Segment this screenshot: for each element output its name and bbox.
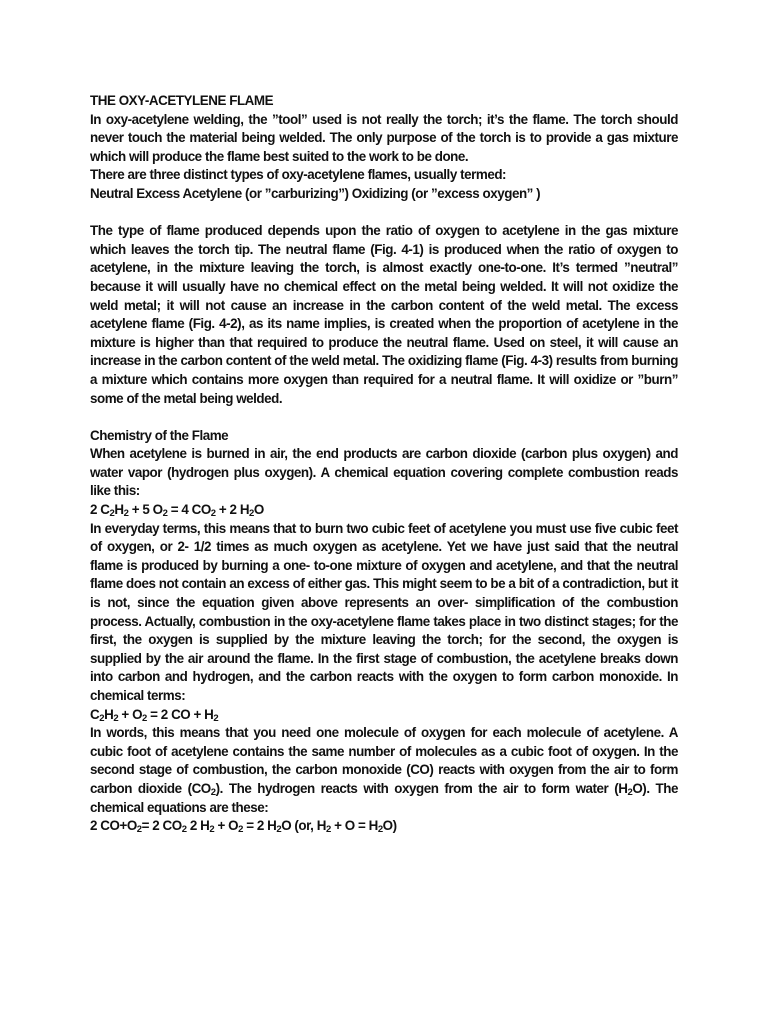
document-title: THE OXY-ACETYLENE FLAME <box>90 93 274 108</box>
document-page <box>90 92 678 836</box>
chemistry-heading: Chemistry of the Flame <box>90 427 229 443</box>
flame-types-intro: There are three distinct types of oxy-acetylene flames, usually termed: <box>90 167 507 183</box>
paragraph-gap <box>90 408 678 427</box>
intro-paragraph: In oxy-acetylene welding, the ”tool” used is not really the torch; it’s the flame. The torch should never touch the material being welded. The only purpose of the torch is to provide a gas mixture which will produce the flame best suited to the work to be done. <box>90 111 678 164</box>
flame-types-list: Neutral Excess Acetylene (or ”carburizing”) Oxidizing (or ”excess oxygen” ) <box>90 185 541 201</box>
combustion-paragraph: When acetylene is burned in air, the end products are carbon dioxide (carbon plus oxygen) and water vapor (hydrogen plus oxygen). A chemical equation covering complete combustion reads like this: <box>90 446 678 499</box>
two-stage-paragraph: In everyday terms, this means that to burn two cubic feet of acetylene you must use five cubic feet of oxygen, or 2- 1/2 times as much oxygen as acetylene. Yet we have just said that the neutral flame is produced by burning a one- to-one mixture of oxygen and acetylene, and that the neutral flame does not contain an excess of either gas. This might seem to be a bit of a contradiction, but it is not, since the equation given above represents an over- simplification of the combustion process. Actually, combustion in the oxy-acetylene flame takes place in two distinct stages; for the first, the oxygen is supplied by the mixture leaving the torch; for the second, the oxygen is supplied by the air around the flame. In the first stage of combustion, the acetylene breaks down into carbon and hydrogen, and the carbon reacts with the oxygen to form carbon monoxide. In chemical terms: <box>90 520 678 703</box>
paragraph-gap <box>90 204 678 223</box>
first-stage-equation: $C_2H_2 + O_2 = 2$ CO + $H_2$ <box>90 706 219 724</box>
complete-combustion-equation: 2 $C_2H_2 + 5$ $O_2 = 4$ $CO_2 + 2$ $H_2O$ <box>90 502 264 520</box>
second-stage-paragraph: In words, this means that you need one molecule of oxygen for each molecule of acetylene. A cubic foot of acetylene contains the same number of molecules as a cubic foot of oxygen. In the second stage of combustion, the carbon monoxide (CO) reacts with oxygen from the air to form carbon dioxide $(CO_2)$. The hydrogen reacts with oxygen from the air to form water $(H_2O)$. The chemical equations are these: <box>90 725 678 815</box>
second-stage-equations: 2 $CO+O_2= 2$ $CO_2$ 2 $H_2 + O_2 = 2$ $H_2O$ (or, $H_2 + O = H_2O$) <box>90 818 397 836</box>
flame-ratio-paragraph: The type of flame produced depends upon the ratio of oxygen to acetylene in the gas mixture which leaves the torch tip. The neutral flame (Fig. 4-1) is produced when the ratio of oxygen to acetylene, in the mixture leaving the torch, is almost exactly one-to-one. It’s termed ”neutral” because it will usually have no chemical effect on the metal being welded. It will not oxidize the weld metal; it will not cause an increase in the carbon content of the weld metal. The excess acetylene flame (Fig. 4-2), as its name implies, is created when the proportion of acetylene in the mixture is higher than that required to produce the neutral flame. Used on steel, it will cause an increase in the carbon content of the weld metal. The oxidizing flame (Fig. 4-3) results from burning a mixture which contains more oxygen than required for a neutral flame. It will oxidize or ”burn” some of the metal being welded. <box>90 223 678 406</box>
